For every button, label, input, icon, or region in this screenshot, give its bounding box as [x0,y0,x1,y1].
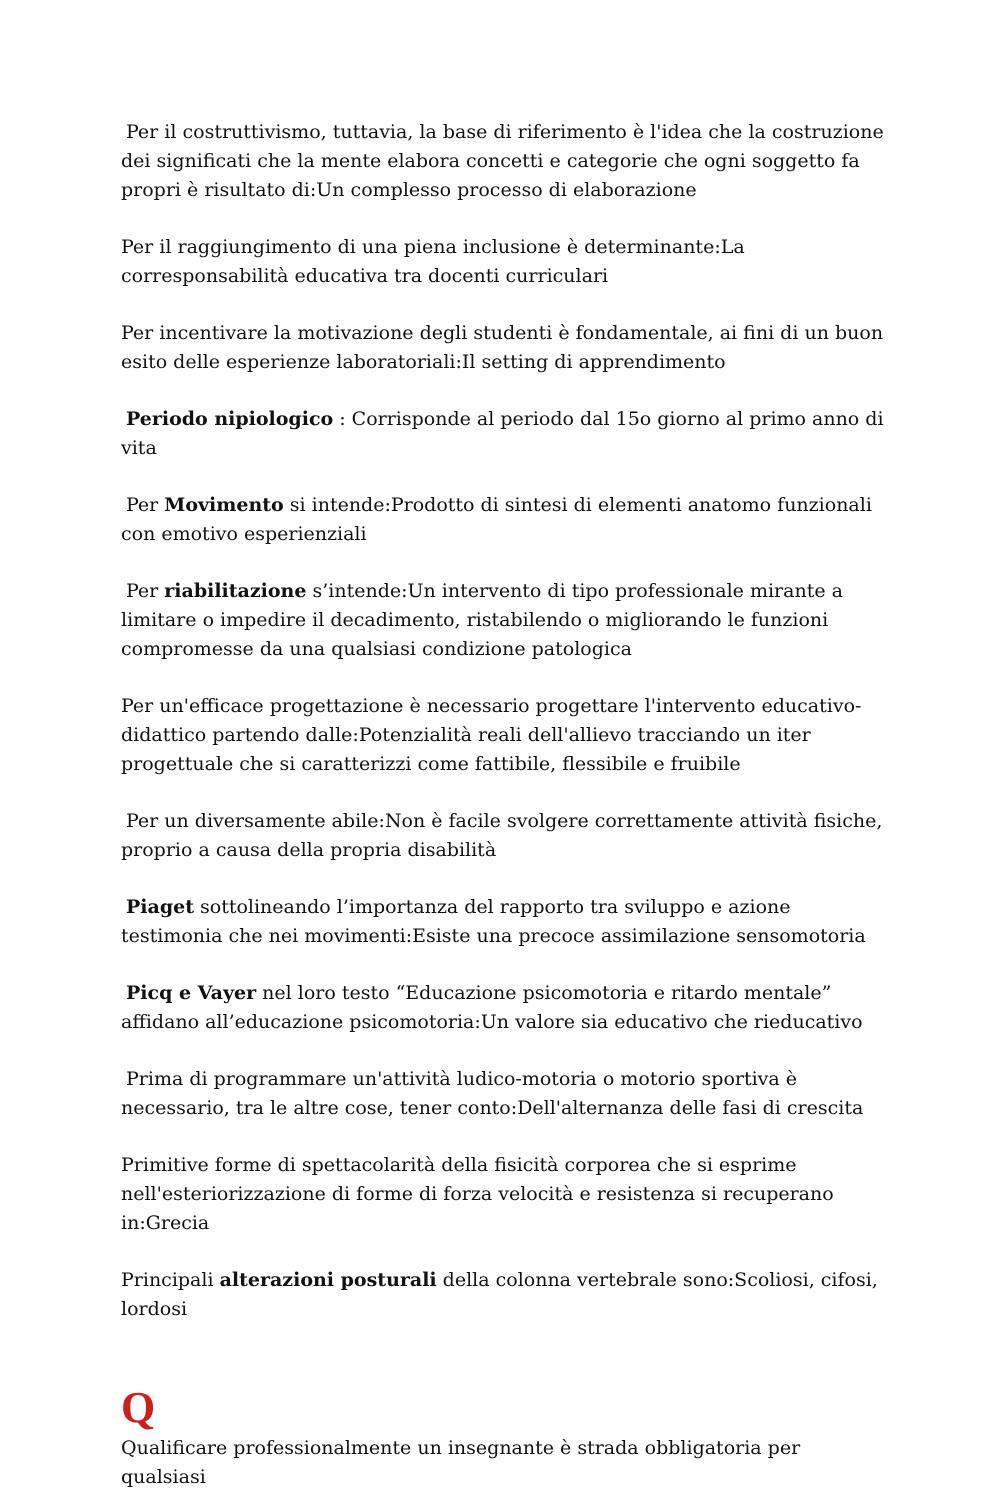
bold-term: Movimento [164,494,284,516]
entry-text: Per [126,494,165,516]
bold-term: Periodo nipiologico [126,408,334,430]
entry-text: Prima di programmare un'attività ludico-motoria o motorio sportiva è necessario, tra le altre cose, tener conto:Dell'alternanza delle fasi di crescita [121,1068,864,1119]
entry-text: Principali [121,1269,220,1291]
entry-paragraph [121,319,886,377]
entry-paragraph [121,979,886,1037]
entry-text: Per il raggiungimento di una piena inclusione è determinante:La corresponsabilità educativa tra docenti curriculari [121,236,745,287]
bold-term: riabilitazione [164,580,307,602]
section-entry-list [121,1434,886,1492]
section-letter: Q [121,1383,156,1432]
entry-paragraph [121,491,886,549]
entry-text: Per incentivare la motivazione degli studenti è fondamentale, ai fini di un buon esito delle esperienze laboratoriali:Il setting di apprendimento [121,322,884,373]
bold-term: Picq e Vayer [126,982,257,1004]
entry-text: nel loro testo “Educazione psicomotoria e ritardo mentale” affidano all’educazione psicomotoria:Un valore sia educativo che rieducativo [121,982,863,1033]
entry-text: Qualificare professionalmente un insegnante è strada obbligatoria per qualsiasi [121,1437,801,1488]
entry-paragraph [121,577,886,664]
entry-paragraph [121,405,886,463]
entry-list [121,118,886,1324]
entry-text: Per un'efficace progettazione è necessario progettare l'intervento educativo-didattico partendo dalle:Potenzialità reali dell'allievo tracciando un iter progettuale che si caratterizzi come fattibile, flessibile e fruibile [121,695,862,775]
entry-text: Per [126,580,165,602]
bold-term: alterazioni posturali [219,1269,437,1291]
entry-paragraph [121,1266,886,1324]
entry-text: Per un diversamente abile:Non è facile svolgere correttamente attività fisiche, proprio a causa della propria disabilità [121,810,883,861]
entry-paragraph [121,1151,886,1238]
entry-paragraph [121,1434,886,1492]
entry-paragraph [121,893,886,951]
entry-text: Primitive forme di spettacolarità della fisicità corporea che si esprime nell'esteriorizzazione di forme di forza velocità e resistenza si recuperano in:Grecia [121,1154,834,1234]
entry-paragraph [121,692,886,779]
entry-text: si intende:Prodotto di sintesi di elementi anatomo funzionali con emotivo esperienziali [121,494,872,545]
entry-paragraph [121,807,886,865]
entry-paragraph [121,233,886,291]
entry-text: : Corrisponde al periodo dal 15o giorno al primo anno di vita [121,408,884,459]
entry-paragraph [121,118,886,205]
entry-text: sottolineando l’importanza del rapporto tra sviluppo e azione testimonia che nei movimenti:Esiste una precoce assimilazione sensomotoria [121,896,866,947]
entry-paragraph [121,1065,886,1123]
document-page [121,118,886,1492]
bold-term: Piaget [126,896,194,918]
entry-text: s’intende:Un intervento di tipo professionale mirante a limitare o impedire il decadimento, ristabilendo o migliorando le funzioni compromesse da una qualsiasi condizione patologica [121,580,843,660]
entry-text: Per il costruttivismo, tuttavia, la base di riferimento è l'idea che la costruzione dei significati che la mente elabora concetti e categorie che ogni soggetto fa propri è risultato di:Un complesso processo di elaborazione [121,121,884,201]
entry-text: della colonna vertebrale sono:Scoliosi, cifosi, lordosi [121,1269,878,1320]
